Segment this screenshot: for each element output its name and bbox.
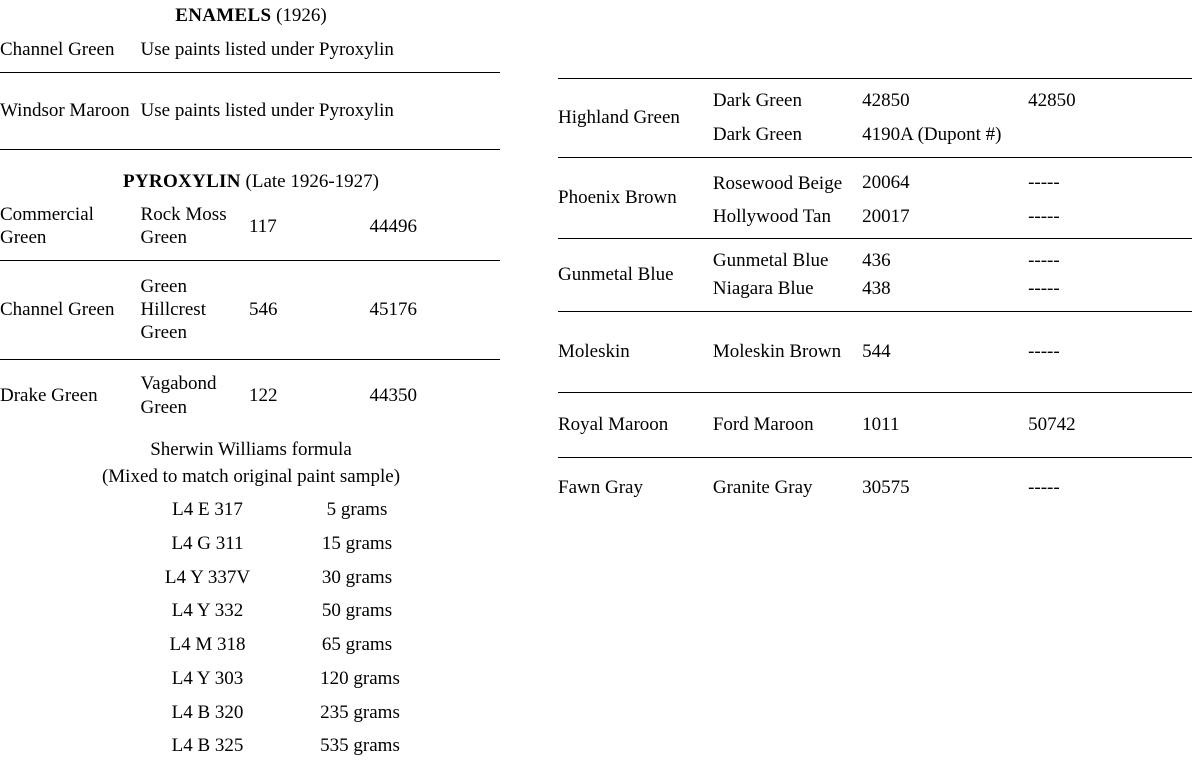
pyroxylin-row-1-name: Channel Green xyxy=(0,298,115,320)
right-row-2-line-0-code1: 436 xyxy=(862,250,891,272)
divider-row xyxy=(558,234,1194,245)
divider-row xyxy=(0,145,502,156)
pyroxylin-row-0-code1: 117 xyxy=(248,215,277,237)
table-row xyxy=(558,85,1194,119)
divider xyxy=(558,457,1192,458)
pyroxylin-row-0-name: Commercial Green xyxy=(0,204,94,249)
divider-row xyxy=(0,68,502,79)
formula-row xyxy=(140,527,435,561)
right-row-0-line-1-paint: Dark Green xyxy=(712,123,802,145)
formula-row-6-code: L4 B 320 xyxy=(171,701,244,723)
formula-row-5-amount: 120 grams xyxy=(320,667,400,689)
right-row-5-line-0-code1: 30575 xyxy=(862,477,910,499)
pyroxylin-row-1-code1: 546 xyxy=(248,298,278,320)
divider xyxy=(0,72,500,73)
formula-row xyxy=(140,662,435,696)
right-row-0-line-1-code1: 4190A (Dupont #) xyxy=(862,123,1002,145)
divider-row xyxy=(0,256,502,267)
table-row xyxy=(0,79,502,145)
right-row-3-name: Moleskin xyxy=(558,341,630,363)
pyroxylin-title-bold: PYROXYLIN xyxy=(123,170,241,192)
divider xyxy=(558,392,1192,393)
right-row-1-line-1-code1: 20017 xyxy=(862,205,910,227)
divider xyxy=(558,157,1192,158)
right-row-3-line-0-paint: Moleskin Brown xyxy=(712,341,842,363)
divider xyxy=(558,78,1192,79)
formula-heading-line2: (Mixed to match original paint sample) xyxy=(101,466,401,488)
formula-row-7-code: L4 B 325 xyxy=(171,735,244,757)
divider-row xyxy=(558,74,1194,85)
formula-row-7-amount: 535 grams xyxy=(320,735,400,757)
formula-row-4-amount: 65 grams xyxy=(321,634,393,656)
right-row-5-line-0-code2: ----- xyxy=(1028,477,1060,499)
enamels-table xyxy=(0,34,502,156)
left-column xyxy=(0,0,502,763)
formula-row-0-code: L4 E 317 xyxy=(172,499,243,521)
formula-row xyxy=(140,628,435,662)
divider xyxy=(0,359,500,360)
table-row xyxy=(0,199,502,255)
divider-row xyxy=(558,153,1194,164)
formula-row xyxy=(140,696,435,730)
pyroxylin-row-1-code2: 45176 xyxy=(369,298,417,320)
formula-row-5-code: L4 Y 303 xyxy=(171,667,244,689)
formula-row-2-amount: 30 grams xyxy=(321,566,393,588)
divider-row xyxy=(558,388,1194,399)
pyroxylin-row-2-name: Drake Green xyxy=(0,384,98,406)
right-column xyxy=(558,74,1194,514)
right-row-0-line-0-code1: 42850 xyxy=(862,90,910,111)
right-row-1-name: Phoenix Brown xyxy=(558,187,677,209)
right-row-3-line-0-code1: 544 xyxy=(862,341,891,363)
formula-row-1-amount: 15 grams xyxy=(321,532,393,554)
right-row-5-name: Fawn Gray xyxy=(558,477,643,499)
enamels-row-0-note: Use paints listed under Pyroxylin xyxy=(140,38,394,60)
table-row xyxy=(558,245,1194,273)
right-row-1-line-1-paint: Hollywood Tan xyxy=(712,205,831,227)
formula-row-3-code: L4 Y 332 xyxy=(171,600,244,622)
divider xyxy=(0,260,500,261)
right-row-2-name: Gunmetal Blue xyxy=(558,264,674,286)
right-row-5-line-0-paint: Granite Gray xyxy=(712,477,813,499)
formula-row xyxy=(140,561,435,595)
table-row xyxy=(0,366,502,428)
formula-row xyxy=(140,493,435,527)
divider-row xyxy=(0,355,502,366)
right-row-2-line-1-paint: Niagara Blue xyxy=(712,278,814,300)
pyroxylin-title-years: (Late 1926-1927) xyxy=(240,170,379,192)
right-row-2-line-0-paint: Gunmetal Blue xyxy=(712,250,829,272)
right-row-4-line-0-paint: Ford Maroon xyxy=(712,414,814,436)
formula-row-6-amount: 235 grams xyxy=(320,701,400,723)
right-row-1-line-0-code2: ----- xyxy=(1028,171,1060,193)
right-row-3-line-0-code2: ----- xyxy=(1028,341,1060,363)
pyroxylin-row-0-paint: Rock Moss Green xyxy=(140,204,227,249)
formula-row xyxy=(140,729,435,763)
formula-row-0-amount: 5 grams xyxy=(326,499,388,521)
right-row-1-line-0-paint: Rosewood Beige xyxy=(712,172,843,194)
table-row xyxy=(0,267,502,355)
pyroxylin-row-2-code1: 122 xyxy=(248,384,278,406)
formula-row-1-code: L4 G 311 xyxy=(171,532,244,554)
table-row xyxy=(558,464,1194,514)
formula-row xyxy=(140,594,435,628)
right-paint-table xyxy=(558,74,1194,514)
right-row-4-name: Royal Maroon xyxy=(558,414,669,436)
right-row-4-line-0-code2: 50742 xyxy=(1028,414,1076,436)
right-row-1-line-0-code1: 20064 xyxy=(862,171,910,193)
divider-row xyxy=(558,307,1194,318)
right-row-2-line-0-code2: ----- xyxy=(1028,250,1060,272)
enamels-section-title xyxy=(0,4,502,28)
right-row-2-line-1-code1: 438 xyxy=(862,278,891,300)
pyroxylin-row-0-code2: 44496 xyxy=(369,215,417,237)
formula-row-4-code: L4 M 318 xyxy=(169,634,246,656)
pyroxylin-row-2-code2: 44350 xyxy=(369,384,417,406)
right-row-0-line-0-paint: Dark Green xyxy=(712,90,802,111)
enamels-row-1-name: Windsor Maroon xyxy=(0,99,130,121)
enamels-row-0-name: Channel Green xyxy=(0,38,115,60)
pyroxylin-table xyxy=(0,199,502,427)
sherwin-williams-formula xyxy=(0,438,502,763)
divider xyxy=(558,238,1192,239)
right-row-0-name: Highland Green xyxy=(558,107,680,129)
divider xyxy=(0,149,500,150)
divider xyxy=(558,311,1192,312)
pyroxylin-row-1-paint: Green Hillcrest Green xyxy=(140,275,206,344)
right-row-0-line-0-code2: 42850 xyxy=(1028,90,1076,111)
table-row xyxy=(558,318,1194,388)
formula-heading-line1: Sherwin Williams formula xyxy=(150,438,352,460)
pyroxylin-row-2-paint: Vagabond Green xyxy=(140,373,217,418)
table-row xyxy=(0,34,502,68)
formula-row-2-code: L4 Y 337V xyxy=(164,566,251,588)
pyroxylin-section-title xyxy=(0,170,502,194)
enamels-title-bold: ENAMELS xyxy=(175,5,272,26)
formula-table xyxy=(140,493,435,763)
divider-row xyxy=(558,453,1194,464)
table-row xyxy=(558,399,1194,453)
enamels-title-year: (1926) xyxy=(271,5,327,26)
enamels-row-1-note: Use paints listed under Pyroxylin xyxy=(140,99,394,121)
right-row-2-line-1-code2: ----- xyxy=(1028,278,1060,300)
table-row xyxy=(558,164,1194,201)
formula-row-3-amount: 50 grams xyxy=(321,600,393,622)
right-row-4-line-0-code1: 1011 xyxy=(862,414,900,436)
right-row-1-line-1-code2: ----- xyxy=(1028,205,1060,227)
